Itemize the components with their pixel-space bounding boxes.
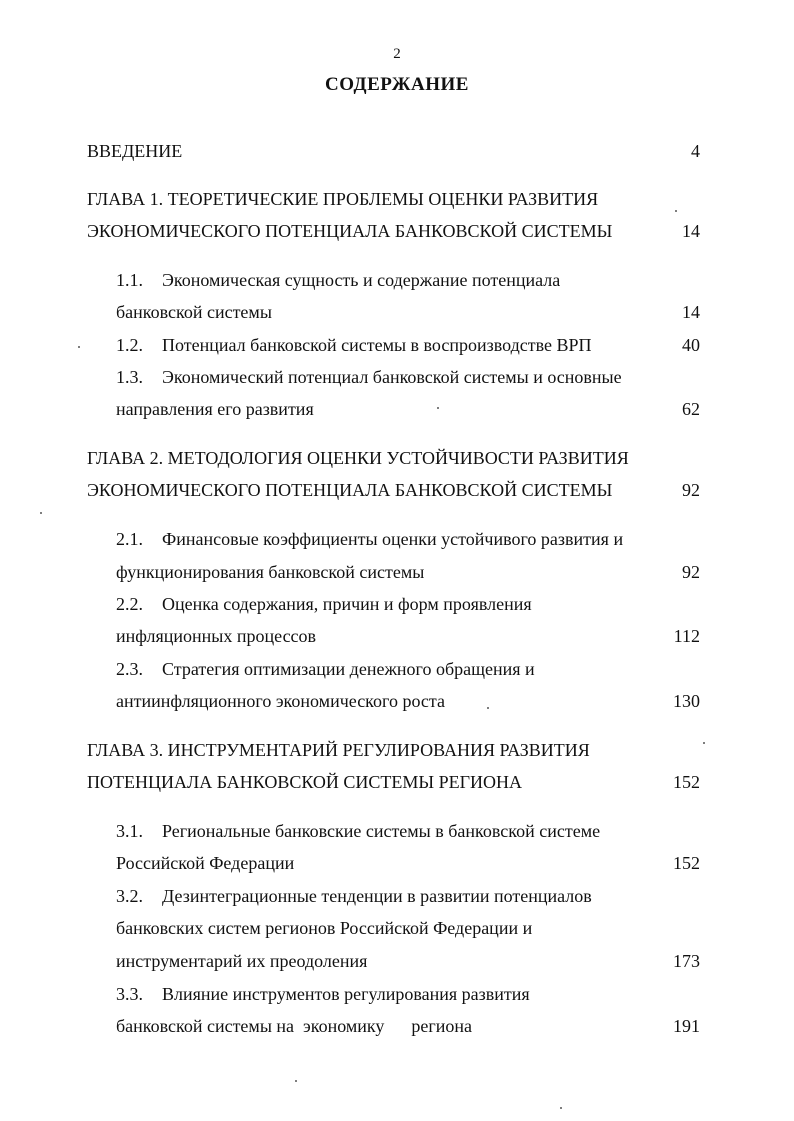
- section-3-3-line-2[interactable]: [0, 1016, 794, 1046]
- chapter-3-title-line-2[interactable]: [0, 772, 794, 802]
- toc-page-number: 14: [682, 221, 700, 241]
- section-3-3-line-1[interactable]: [0, 984, 794, 1014]
- chapter-3-title-line-1[interactable]: [0, 740, 794, 770]
- section-number: 3.3.: [116, 984, 143, 1004]
- section-title-text: банковской системы: [116, 302, 272, 322]
- toc-page-number: 152: [673, 853, 700, 873]
- toc-page-number: 191: [673, 1016, 700, 1036]
- section-1-2-line-1[interactable]: [0, 335, 794, 365]
- toc-entry-intro[interactable]: [0, 141, 794, 171]
- section-title-text: Экономическая сущность и содержание потенциала: [162, 270, 561, 290]
- section-2-2-line-2[interactable]: [0, 626, 794, 656]
- section-number: 3.1.: [116, 821, 143, 841]
- toc-page-number: 92: [682, 562, 700, 582]
- toc-page-number: 173: [673, 951, 700, 971]
- scan-speck: [40, 512, 42, 514]
- section-title-text: направления его развития: [116, 399, 314, 419]
- page-number: 2: [393, 46, 401, 62]
- section-title-text: антиинфляционного экономического роста: [116, 691, 445, 711]
- section-title-text: Дезинтеграционные тенденции в развитии потенциалов: [162, 886, 592, 906]
- toc-page-number: 14: [682, 302, 700, 322]
- scan-speck: [487, 707, 489, 709]
- section-2-1-line-2[interactable]: [0, 562, 794, 592]
- section-title-text: Оценка содержания, причин и форм проявления: [162, 594, 532, 614]
- chapter-1-title-line-2[interactable]: [0, 221, 794, 251]
- section-3-2-line-1[interactable]: [0, 886, 794, 916]
- section-title-text: инфляционных процессов: [116, 626, 317, 646]
- section-2-3-line-2[interactable]: [0, 691, 794, 721]
- toc-page-number: 4: [691, 141, 700, 161]
- section-title-text: Потенциал банковской системы в воспроизводстве ВРП: [162, 335, 592, 355]
- toc-page-number: 92: [682, 480, 700, 500]
- chapter-heading-text: ЭКОНОМИЧЕСКОГО ПОТЕНЦИАЛА БАНКОВСКОЙ СИСТЕМЫ: [87, 480, 613, 500]
- chapter-heading-text: ГЛАВА 3. ИНСТРУМЕНТАРИЙ РЕГУЛИРОВАНИЯ РАЗВИТИЯ: [87, 740, 590, 760]
- section-number: 2.1.: [116, 529, 143, 549]
- section-1-1-line-1[interactable]: [0, 270, 794, 300]
- section-3-1-line-1[interactable]: [0, 821, 794, 851]
- chapter-heading-text: ЭКОНОМИЧЕСКОГО ПОТЕНЦИАЛА БАНКОВСКОЙ СИСТЕМЫ: [87, 221, 613, 241]
- scan-speck: [78, 346, 80, 348]
- scan-speck: [437, 407, 439, 409]
- section-number: 2.2.: [116, 594, 143, 614]
- scan-speck: [560, 1107, 562, 1109]
- toc-entry-text: ВВЕДЕНИЕ: [87, 141, 183, 161]
- section-number: 1.3.: [116, 367, 143, 387]
- scan-speck: [703, 742, 705, 744]
- section-number: 1.2.: [116, 335, 143, 355]
- section-1-3-line-1[interactable]: [0, 367, 794, 397]
- toc-page-number: 112: [673, 626, 700, 646]
- chapter-1-title-line-1[interactable]: [0, 189, 794, 219]
- section-number: 2.3.: [116, 659, 143, 679]
- section-title-text: банковской системы на экономику региона: [116, 1016, 473, 1036]
- section-3-1-line-2[interactable]: [0, 853, 794, 883]
- section-title-text: Региональные банковские системы в банковской системе: [162, 821, 601, 841]
- section-2-2-line-1[interactable]: [0, 594, 794, 624]
- section-number: 1.1.: [116, 270, 143, 290]
- toc-page-number: 62: [682, 399, 700, 419]
- section-title-text: Стратегия оптимизации денежного обращения и: [162, 659, 535, 679]
- section-1-1-line-2[interactable]: [0, 302, 794, 332]
- section-3-2-line-2[interactable]: [0, 918, 794, 948]
- section-3-2-line-3[interactable]: [0, 951, 794, 981]
- section-1-3-line-2[interactable]: [0, 399, 794, 429]
- section-number: 3.2.: [116, 886, 143, 906]
- toc-page-number: 40: [682, 335, 700, 355]
- section-title-text: Российской Федерации: [116, 853, 295, 873]
- chapter-2-title-line-2[interactable]: [0, 480, 794, 510]
- section-title-text: Экономический потенциал банковской системы и основные: [162, 367, 622, 387]
- toc-page-number: 130: [673, 691, 700, 711]
- toc-page-number: 152: [673, 772, 700, 792]
- scan-speck: [675, 210, 677, 212]
- chapter-heading-text: ПОТЕНЦИАЛА БАНКОВСКОЙ СИСТЕМЫ РЕГИОНА: [87, 772, 523, 792]
- chapter-heading-text: ГЛАВА 1. ТЕОРЕТИЧЕСКИЕ ПРОБЛЕМЫ ОЦЕНКИ РАЗВИТИЯ: [87, 189, 599, 209]
- section-title-text: функционирования банковской системы: [116, 562, 425, 582]
- section-title-text: Влияние инструментов регулирования развития: [162, 984, 530, 1004]
- chapter-heading-text: ГЛАВА 2. МЕТОДОЛОГИЯ ОЦЕНКИ УСТОЙЧИВОСТИ РАЗВИТИЯ: [87, 448, 629, 468]
- chapter-2-title-line-1[interactable]: [0, 448, 794, 478]
- section-2-3-line-1[interactable]: [0, 659, 794, 689]
- scan-speck: [295, 1080, 297, 1082]
- section-2-1-line-1[interactable]: [0, 529, 794, 559]
- page-title: СОДЕРЖАНИЕ: [325, 74, 469, 95]
- section-title-text: Финансовые коэффициенты оценки устойчивого развития и: [162, 529, 624, 549]
- section-title-text: банковских систем регионов Российской Федерации и: [116, 918, 533, 938]
- section-title-text: инструментарий их преодоления: [116, 951, 368, 971]
